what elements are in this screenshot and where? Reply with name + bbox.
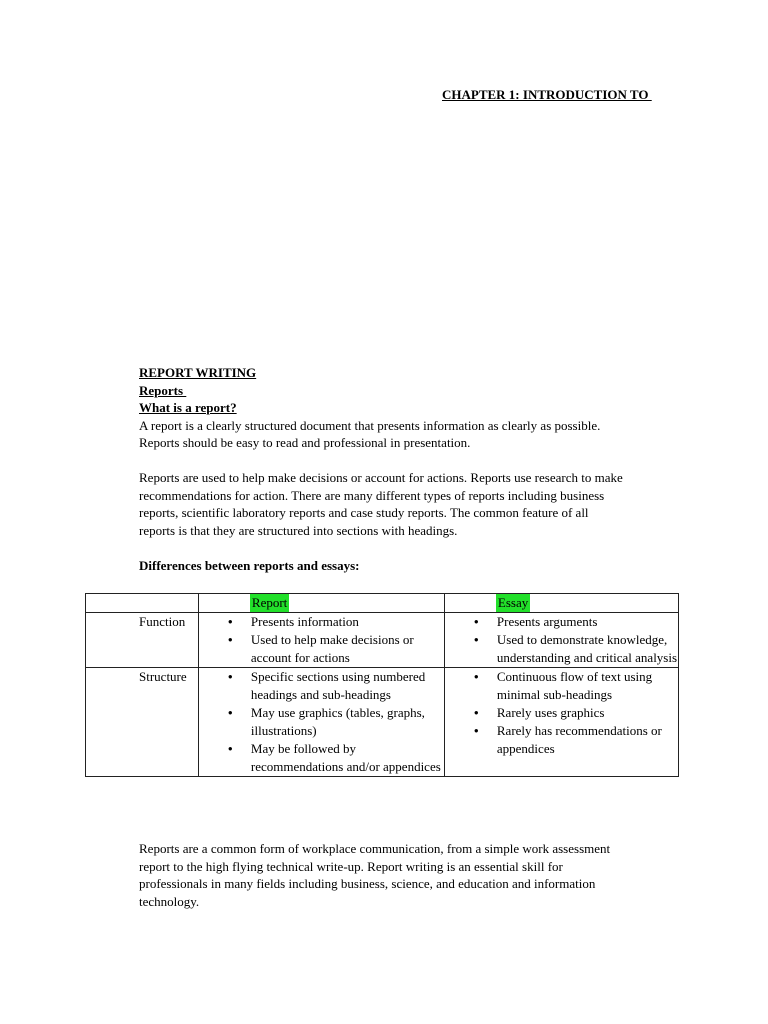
structure-essay-list <box>445 668 678 758</box>
comparison-table <box>85 593 679 777</box>
closing-line3: professionals in many fields including business, science, and education and information <box>139 876 596 891</box>
section-title: REPORT WRITING <box>139 365 257 380</box>
chapter-title: CHAPTER 1: INTRODUCTION TO <box>442 87 652 102</box>
closing-line1: Reports are a common form of workplace communication, from a simple work assessment <box>139 841 611 856</box>
row-label-function: Function <box>139 614 186 629</box>
list-item: ● Presents information <box>251 613 444 631</box>
closing-line2: report to the high flying technical write-up. Report writing is an essential skill for <box>139 858 563 874</box>
para2-line4: reports is that they are structured into sections with headings. <box>139 522 458 538</box>
list-item: ● Rarely uses graphics <box>497 704 678 722</box>
list-item: ● Specific sections using numbered headings and sub-headings <box>251 668 444 704</box>
para2-line2: recommendations for action. There are many different types of reports including business <box>139 487 605 503</box>
section-subtitle: Reports <box>139 382 187 398</box>
list-item: ● Continuous flow of text using minimal sub-headings <box>497 668 678 704</box>
header-report: Report <box>251 595 288 610</box>
row-label-structure: Structure <box>139 669 187 684</box>
function-essay-list <box>445 613 678 667</box>
structure-report-list <box>199 668 444 776</box>
list-item: ● Presents arguments <box>497 613 678 631</box>
header-essay: Essay <box>497 595 529 610</box>
table-row <box>86 613 679 668</box>
list-item: ● May be followed by recommendations and/or appendices <box>251 740 444 776</box>
table-row <box>86 668 679 777</box>
table-header-row <box>86 594 679 613</box>
para1-line1: A report is a clearly structured document that presents information as clearly as possible. <box>139 417 601 433</box>
list-item: ● May use graphics (tables, graphs, illustrations) <box>251 704 444 740</box>
section-question: What is a report? <box>139 400 237 415</box>
closing-paragraph <box>139 840 679 910</box>
report-writing-section <box>139 364 679 574</box>
para1-line2: Reports should be easy to read and professional in presentation. <box>139 435 471 450</box>
para2-line1: Reports are used to help make decisions or account for actions. Reports use research to make <box>139 470 623 485</box>
para2-line3: reports, scientific laboratory reports and case study reports. The common feature of all <box>139 505 589 520</box>
function-report-list <box>199 613 444 667</box>
list-item: ● Used to help make decisions or account for actions <box>251 631 444 667</box>
list-item: ● Rarely has recommendations or appendices <box>497 722 678 758</box>
list-item: ● Used to demonstrate knowledge, understanding and critical analysis <box>497 631 678 667</box>
differences-heading: Differences between reports and essays: <box>139 557 360 573</box>
closing-line4: technology. <box>139 893 200 909</box>
